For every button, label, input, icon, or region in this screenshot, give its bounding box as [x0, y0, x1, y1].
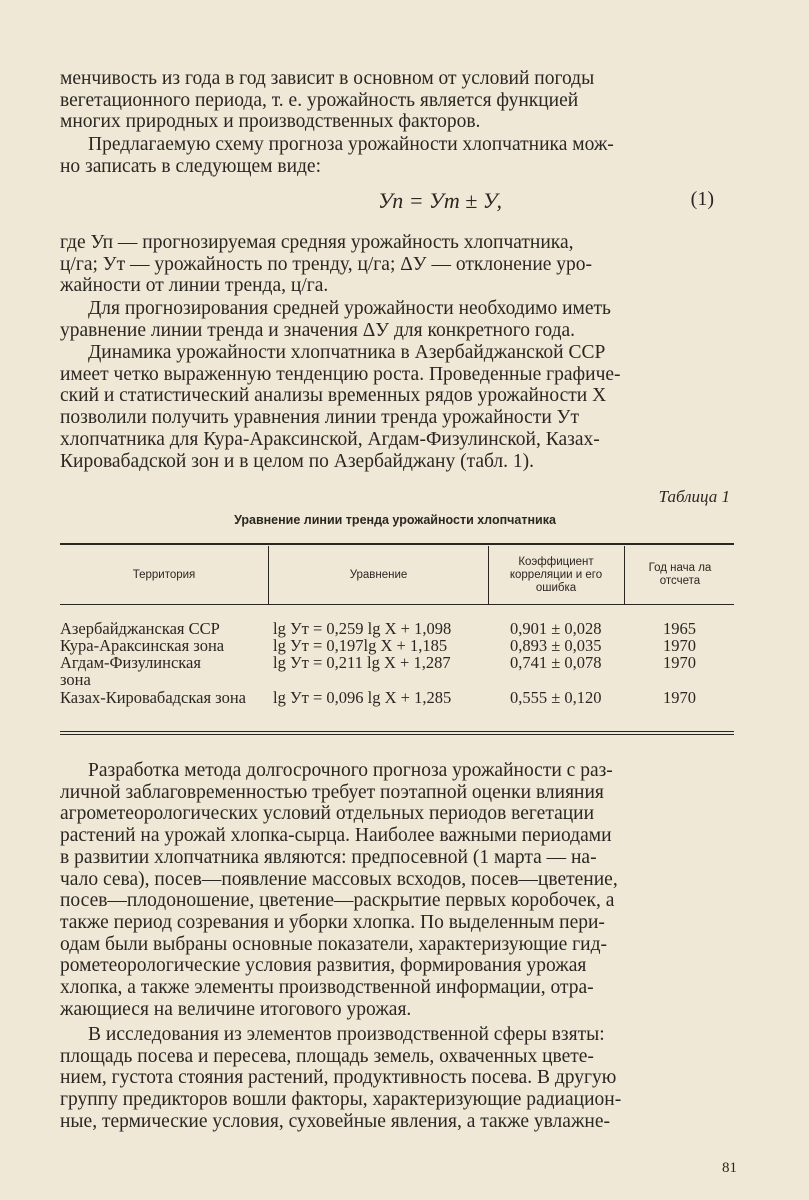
cell-year: 1970 — [663, 653, 696, 672]
table-header-territory: Территория — [132, 568, 196, 581]
cell-territory: Казах-Кировабадская зона — [60, 688, 246, 707]
text-line: хлопчатника для Кура-Араксинской, Агдам-Физулинской, Казах- — [60, 428, 600, 450]
text-line: уравнение линии тренда и значения ΔУ для конкретного года. — [60, 319, 576, 341]
text-line: нием, густота стояния растений, продуктивность посева. В другую — [60, 1067, 617, 1089]
text-line: имеет четко выраженную тенденцию роста. Проведенные графиче- — [60, 363, 621, 385]
table-column-divider — [624, 546, 625, 604]
paragraph-5 — [60, 342, 730, 472]
table-header-rule — [60, 604, 734, 605]
cell-year: 1970 — [663, 636, 696, 655]
text-line: личной заблаговременностью требует поэтапной оценки влияния — [60, 781, 604, 803]
paragraph-1 — [60, 68, 730, 133]
paragraph-3 — [60, 232, 730, 297]
cell-equation: lg Ут = 0,096 lg X + 1,285 — [273, 688, 452, 707]
cell-equation: lg Ут = 0,197lg X + 1,185 — [273, 636, 448, 655]
text-line: Динамика урожайности хлопчатника в Азербайджанской ССР — [88, 342, 606, 363]
paragraph-4 — [60, 298, 730, 341]
table-bottom-rule — [60, 734, 734, 735]
text-line: Для прогнозирования средней урожайности необходимо иметь — [88, 298, 611, 319]
paragraph-7 — [60, 1024, 730, 1133]
formula-1 — [60, 186, 720, 216]
cell-equation: lg Ут = 0,259 lg X + 1,098 — [273, 619, 452, 638]
cell-equation: lg Ут = 0,211 lg X + 1,287 — [273, 653, 451, 672]
paragraph-6 — [60, 760, 730, 1020]
text-line: жайности от линии тренда, ц/га. — [60, 275, 329, 297]
table-column-divider — [488, 546, 489, 604]
table-top-rule — [60, 543, 734, 545]
cell-correlation: 0,901 ± 0,028 — [510, 619, 602, 638]
table-caption: Таблица 1 — [658, 487, 730, 506]
cell-territory: Кура-Араксинская зона — [60, 636, 225, 655]
table-bottom-rule — [60, 731, 734, 732]
text-line: агрометеорологических условий отдельных периодов вегетации — [60, 803, 595, 825]
text-line: посев—плодоношение, цветение—раскрытие первых коробочек, а — [60, 890, 615, 912]
table-header-start-year: Год нача ла отсчета — [648, 562, 712, 587]
text-line: ский и статистический анализы временных рядов урожайности X — [60, 385, 607, 407]
text-line: площадь посева и пересева, площадь земель, охваченных цвете- — [60, 1045, 594, 1067]
cell-year: 1965 — [663, 619, 696, 638]
text-line: позволили получить уравнения линии тренда урожайности Ут — [60, 407, 579, 429]
text-line: Разработка метода долгосрочного прогноза урожайности с раз- — [88, 760, 613, 781]
text-line: также период созревания и уборки хлопка. По выделенным пери- — [60, 911, 605, 933]
text-line: рометеорологические условия развития, формирования урожая — [60, 955, 587, 977]
cell-territory: Агдам-Физулинская зона — [60, 653, 201, 689]
text-line: но записать в следующем виде: — [60, 155, 321, 177]
table-title: Уравнение линии тренда урожайности хлопчатника — [234, 513, 556, 527]
text-line: чало сева), посев—появление массовых всходов, посев—цветение, — [60, 868, 618, 890]
text-line: в развитии хлопчатника являются: предпосевной (1 марта — на- — [60, 846, 597, 868]
cell-correlation: 0,893 ± 0,035 — [510, 636, 602, 655]
cell-correlation: 0,741 ± 0,078 — [510, 653, 602, 672]
text-line: растений на урожай хлопка-сырца. Наиболее важными периодами — [60, 825, 612, 847]
text-line: где Уп — прогнозируемая средняя урожайность хлопчатника, — [60, 232, 574, 253]
text-line: ц/га; Ут — урожайность по тренду, ц/га; ΔУ — отклонение уро- — [60, 253, 593, 275]
text-line: Предлагаемую схему прогноза урожайности хлопчатника мож- — [88, 134, 614, 155]
cell-year: 1970 — [663, 688, 696, 707]
page-number: 81 — [722, 1160, 737, 1176]
text-line: В исследования из элементов производственной сферы взяты: — [88, 1024, 605, 1045]
text-line: менчивость из года в год зависит в основном от условий погоды — [60, 68, 595, 89]
text-line: жающиеся на величине итогового урожая. — [60, 998, 412, 1020]
text-line: хлопка, а также элементы производственной информации, отра- — [60, 977, 594, 999]
table-header-equation: Уравнение — [349, 568, 408, 581]
formula-number: (1) — [690, 188, 714, 210]
text-line: одам были выбраны основные показатели, характеризующие гид- — [60, 933, 607, 955]
paragraph-2 — [60, 134, 730, 177]
cell-correlation: 0,555 ± 0,120 — [510, 688, 602, 707]
text-line: многих природных и производственных факторов. — [60, 111, 481, 133]
text-line: Кировабадской зон и в целом по Азербайджану (табл. 1). — [60, 450, 535, 472]
text-line: ные, термические условия, суховейные явления, а также увлажне- — [60, 1110, 610, 1132]
text-line: вегетационного периода, т. е. урожайность является функцией — [60, 89, 579, 111]
text-line: группу предикторов вошли факторы, характеризующие радиацион- — [60, 1089, 622, 1111]
formula-expression: Уп = Ут ± У, — [378, 188, 502, 213]
table-header-correlation: Коэффициент корреляции и его ошибка — [509, 555, 603, 594]
cell-territory: Азербайджанская ССР — [60, 619, 220, 638]
